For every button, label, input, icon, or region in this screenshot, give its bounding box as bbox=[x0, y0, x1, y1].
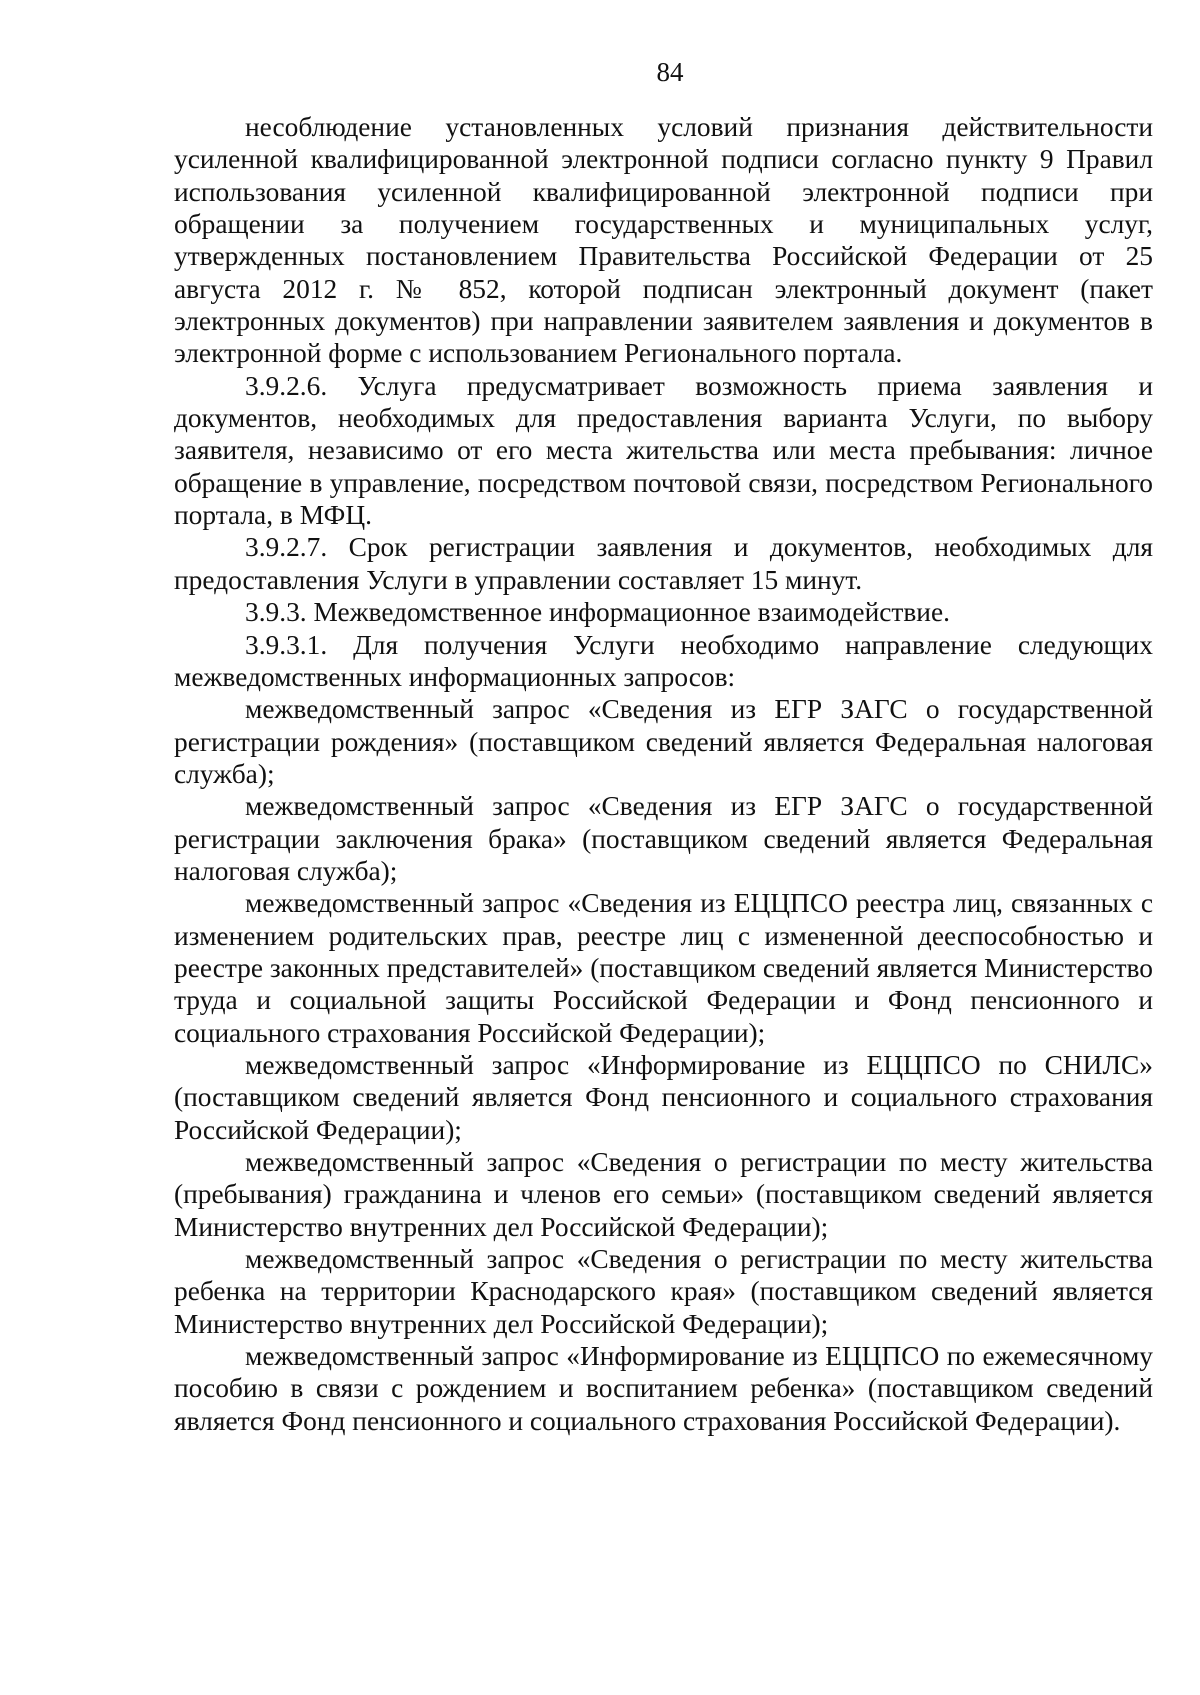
paragraph-3-9-3: 3.9.3. Межведомственное информационное взаимодействие. bbox=[245, 597, 950, 628]
request-birth-registration: межведомственный запрос «Сведения из ЕГР ЗАГС о государственной регистрации рождения» (поставщиком сведений является Федеральная налоговая служба); bbox=[174, 694, 1153, 789]
page-number: 84 bbox=[656, 57, 684, 87]
paragraph-3-9-2-6: 3.9.2.6. Услуга предусматривает возможность приема заявления и документов, необходимых для предоставления варианта Услуги, по выбору заявителя, независимо от его места жительства или места пребывания: личное обращение в управление, посредством почтовой связи, посредством Регионального портала, в МФЦ. bbox=[174, 370, 1153, 531]
document-body bbox=[174, 111, 1153, 1437]
request-family-residence: межведомственный запрос «Сведения о регистрации по месту жительства (пребывания) гражданина и членов его семьи» (поставщиком сведений является Министерство внутренних дел Российской Федерации); bbox=[174, 1147, 1153, 1242]
request-monthly-allowance: межведомственный запрос «Информирование из ЕЦЦПСО по ежемесячному пособию в связи с рождением и воспитанием ребенка» (поставщиком сведений является Фонд пенсионного и социального страхования Российской Федерации). bbox=[174, 1341, 1153, 1436]
request-snils-info: межведомственный запрос «Информирование из ЕЦЦПСО по СНИЛС» (поставщиком сведений является Фонд пенсионного и социального страхования Российской Федерации); bbox=[174, 1049, 1153, 1145]
paragraph-signature-condition: несоблюдение установленных условий признания действительности усиленной квалифицированной электронной подписи согласно пункту 9 Правил использования усиленной квалифицированной электронной подписи при обращении за получением государственных и муниципальных услуг, утвержденных постановлением Правительства Российской Федерации от 25 августа 2012 г. № 852, которой подписан электронный документ (пакет электронных документов) при направлении заявителем заявления и документов в электронной форме с использованием Регионального портала. bbox=[174, 112, 1153, 369]
request-child-residence: межведомственный запрос «Сведения о регистрации по месту жительства ребенка на территории Краснодарского края» (поставщиком сведений является Министерство внутренних дел Российской Федерации); bbox=[174, 1244, 1153, 1339]
paragraph-3-9-3-1: 3.9.3.1. Для получения Услуги необходимо направление следующих межведомственных информационных запросов: bbox=[174, 629, 1153, 692]
request-parental-rights-registry: межведомственный запрос «Сведения из ЕЦЦПСО реестра лиц, связанных с изменением родительских прав, реестре лиц с измененной дееспособностью и реестре законных представителей» (поставщиком сведений является Министерство труда и социальной защиты Российской Федерации и Фонд пенсионного и социального страхования Российской Федерации); bbox=[174, 888, 1153, 1048]
paragraph-3-9-2-7: 3.9.2.7. Срок регистрации заявления и документов, необходимых для предоставления Услуги в управлении составляет 15 минут. bbox=[174, 532, 1153, 595]
request-marriage-registration: межведомственный запрос «Сведения из ЕГР ЗАГС о государственной регистрации заключения брака» (поставщиком сведений является Федеральная налоговая служба); bbox=[174, 791, 1153, 886]
